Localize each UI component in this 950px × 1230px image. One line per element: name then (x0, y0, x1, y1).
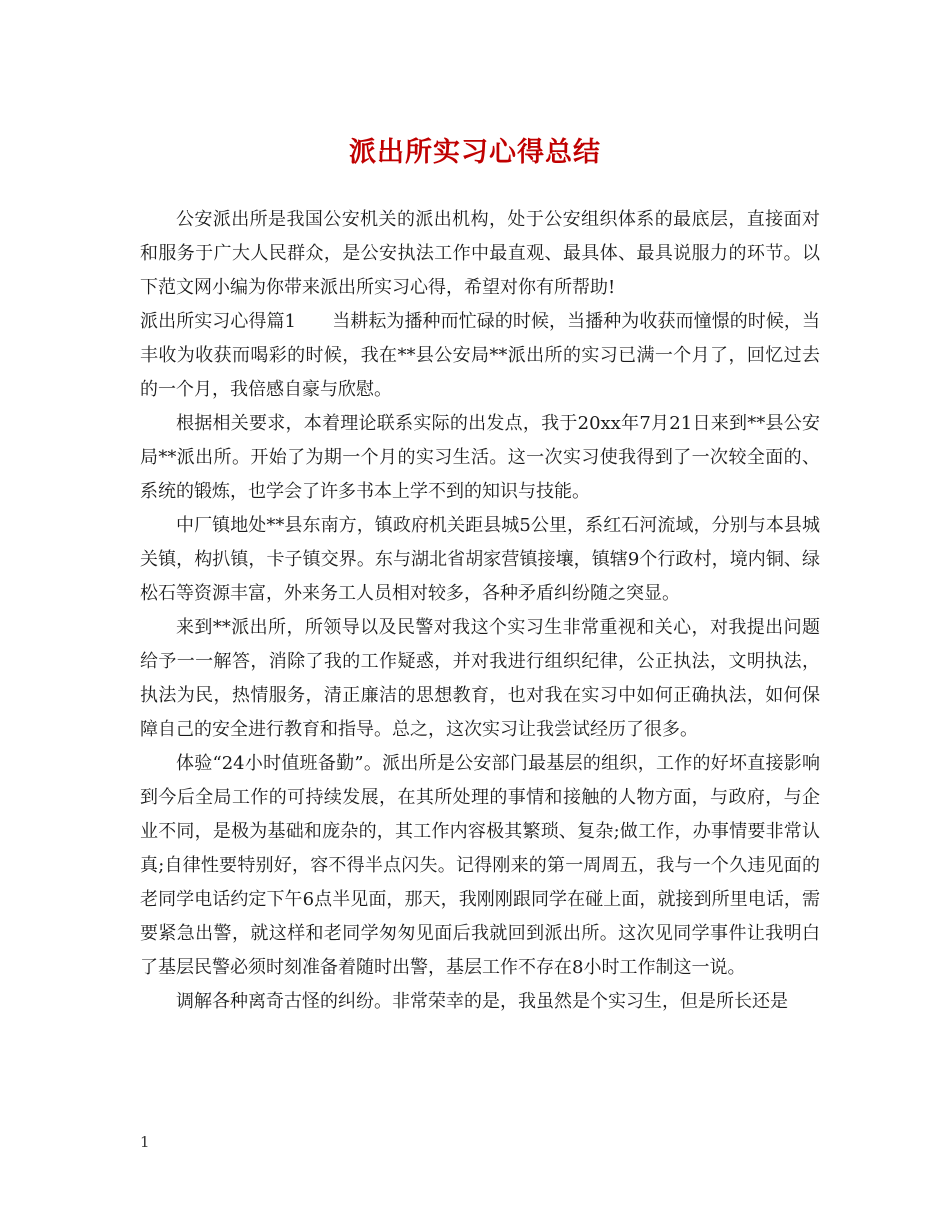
document-body (140, 203, 820, 1019)
paragraph-section-1: 派出所实习心得篇1 当耕耘为播种而忙碌的时候，当播种为收获而憧憬的时候，当丰收为收获而喝彩的时候，我在**县公安局**派出所的实习已满一个月了，回忆过去的一个月，我倍感自豪与欣慰。 (140, 311, 820, 400)
paragraph-5: 体验“24小时值班备勤”。派出所是公安部门最基层的组织，工作的好坏直接影响到今后全局工作的可持续发展，在其所处理的事情和接触的人物方面，与政府，与企业不同，是极为基础和庞杂的，其工作内容极其繁琐、复杂;做工作，办事情要非常认真;自律性要特别好，容不得半点闪失。记得刚来的第一周周五，我与一个久违见面的老同学电话约定下午6点半见面，那天，我刚刚跟同学在碰上面，就接到所里电话，需要紧急出警，就这样和老同学匆匆见面后我就回到派出所。这次见同学事件让我明白了基层民警必须时刻准备着随时出警，基层工作不存在8小时工作制这一说。 (140, 753, 820, 978)
paragraph-6: 调解各种离奇古怪的纠纷。非常荣幸的是，我虽然是个实习生，但是所长还是 (176, 991, 788, 1012)
paragraph-3: 中厂镇地处**县东南方，镇政府机关距县城5公里，系红石河流域，分别与本县城关镇，构扒镇，卡子镇交界。东与湖北省胡家营镇接壤，镇辖9个行政村，境内铜、绿松石等资源丰富，外来务工人员相对较多，各种矛盾纠纷随之突显。 (140, 515, 820, 604)
page-number: 1 (140, 1133, 150, 1151)
paragraph-2: 根据相关要求，本着理论联系实际的出发点，我于20xx年7月21日来到**县公安局**派出所。开始了为期一个月的实习生活。这一次实习使我得到了一次较全面的、系统的锻炼，也学会了许多书本上学不到的知识与技能。 (140, 413, 820, 502)
paragraph-4: 来到**派出所，所领导以及民警对我这个实习生非常重视和关心，对我提出问题给予一一解答，消除了我的工作疑惑，并对我进行组织纪律，公正执法，文明执法，执法为民，热情服务，清正廉洁的思想教育，也对我在实习中如何正确执法，如何保障自己的安全进行教育和指导。总之，这次实习让我尝试经历了很多。 (140, 617, 820, 740)
document-title: 派出所实习心得总结 (349, 137, 601, 168)
paragraph-intro: 公安派出所是我国公安机关的派出机构，处于公安组织体系的最底层，直接面对和服务于广大人民群众，是公安执法工作中最直观、最具体、最具说服力的环节。以下范文网小编为你带来派出所实习心得，希望对你有所帮助! (140, 209, 820, 298)
